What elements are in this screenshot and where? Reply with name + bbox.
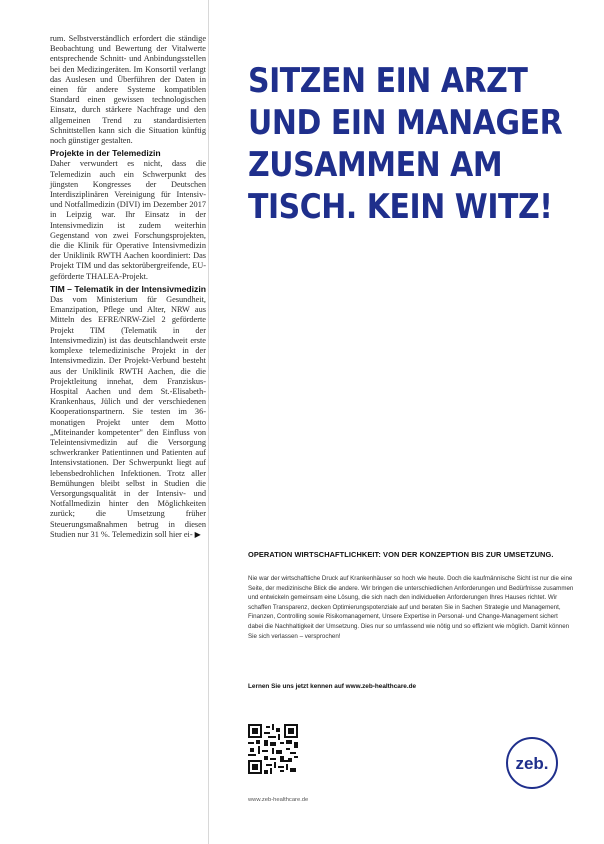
article-heading: Projekte in der Telemedizin [50,148,161,159]
headline-line: SITZEN EIN ARZT [248,61,528,101]
article-paragraph: Daher verwundert es nicht, dass die Telemedizin auch ein Schwerpunkt des jüngsten Kongresses der Deutschen Interdisziplinären Vereinigung für Intensiv- und Notfallmedizin (DIVI) im Dezember 2017 in Leipzig war. Ihr Einsatz in der Intensivmedizin ist zudem weiterhin Gegenstand von zwei Forschungsprojekten, die die Klinik für Operative Intensivmedizin der Uniklinik RWTH Aachen koordiniert: Das Projekt TIM und das sektorübergreifende, EU-geförderte THALEA-Projekt. [50,159,206,281]
ad-cta[interactable]: Lernen Sie uns jetzt kennen auf www.zeb-healthcare.de [248,683,417,690]
page-divider [208,0,209,844]
headline-line: TISCH. KEIN WITZ! [248,187,553,227]
ad-subhead: OPERATION WIRTSCHAFTLICHKEIT: VON DER KONZEPTION BIS ZUR UMSETZUNG. [248,550,554,559]
headline-line: UND EIN MANAGER [248,103,563,143]
footer-url[interactable]: www.zeb-healthcare.de [248,797,309,803]
article-paragraph: rum. Selbstverständlich erfordert die ständige Beobachtung und Bewertung der Vitalwerte entsprechende Schnitt- und Anbindungsstellen bei den Medizingeräten. Im Konsortil verlangt das Auslesen und Überführen der Daten in einen für andere Systeme kompatiblen Standard einen gewissen technologischen Einsatz, durch stärkere Nachfrage und den allgemeinen Trend zu standardisierten Schnittstellen kann sich die Situation künftig noch günstiger gestalten. [50,34,206,146]
ad-headline [248,60,563,228]
article-paragraph [50,295,206,540]
zeb-logo [504,735,560,791]
logo-text: zeb. [515,754,549,773]
continue-arrow-icon: ▶ [194,529,201,539]
article-paragraph-text: Das vom Ministerium für Gesundheit, Emanzipation, Pflege und Alter, NRW aus Mitteln des EFRE/NRW-Ziel 2 geförderte Projekt TIM (Telematik in der Intensivmedizin) ist das deutschlandweit erste komplexe telemedizinische Projekt in der Intensivmedizin. Der Projekt-Verbund besteht aus der Uniklinik RWTH Aachen, die die Projektleitung innehat, dem Franziskus-Hospital Aachen und dem St.-Elisabeth-Krankenhaus, Jülich und der verschiedenen Kooperationspartnern. Sie testen im 36-monatigen Projekt unter dem Motto „Miteinander kompetenter" den Einfluss von Teleintensivmedizin auf die Versorgung schwerkranker Patientinnen und Patienten auf Intensivstationen. Der Schwerpunkt liegt auf lebensbedrohlichen Infektionen. Trotz aller Bemühungen bleibt selbst in Studien die Versorgungsqualität in der Intensiv- und Notfallmedizin hinter den Möglichkeiten zurück; die Umsetzung früher Steuerungsmaßnahmen betrug in diesen Studien nur 31 %. Telemedizin soll hier ei- [50,295,206,539]
headline-line: ZUSAMMEN AM [248,145,503,185]
article-heading: TIM – Telematik in der Intensivmedizin [50,283,206,294]
advertisement [222,0,592,844]
ad-body: Nie war der wirtschaftliche Druck auf Krankenhäuser so hoch wie heute. Doch die kaufmännische Sicht ist nur die eine Seite, der medizinische Blick die andere. Wir bringen die unterschiedlichen Anforderungen und Bedürfnisse zusammen und entwickeln gemeinsam eine Lösung, die sich nach den individuellen Anforderungen Ihres Hauses richtet. Wir schaffen Transparenz, decken Optimierungspotenziale auf und beraten Sie in Sachen Strategie und Management, Finanzen, Controlling sowie Risikomanagement, Unsere Expertise in Personal- und Change-Management sichert dabei die Nachhaltigkeit der Umsetzung. Dies nur so umfassend wie nötig und so effizient wie möglich. Damit können Sie sich verlassen – versprochen! [248,575,574,640]
qr-code-icon[interactable] [248,724,298,774]
article-column [50,34,206,540]
